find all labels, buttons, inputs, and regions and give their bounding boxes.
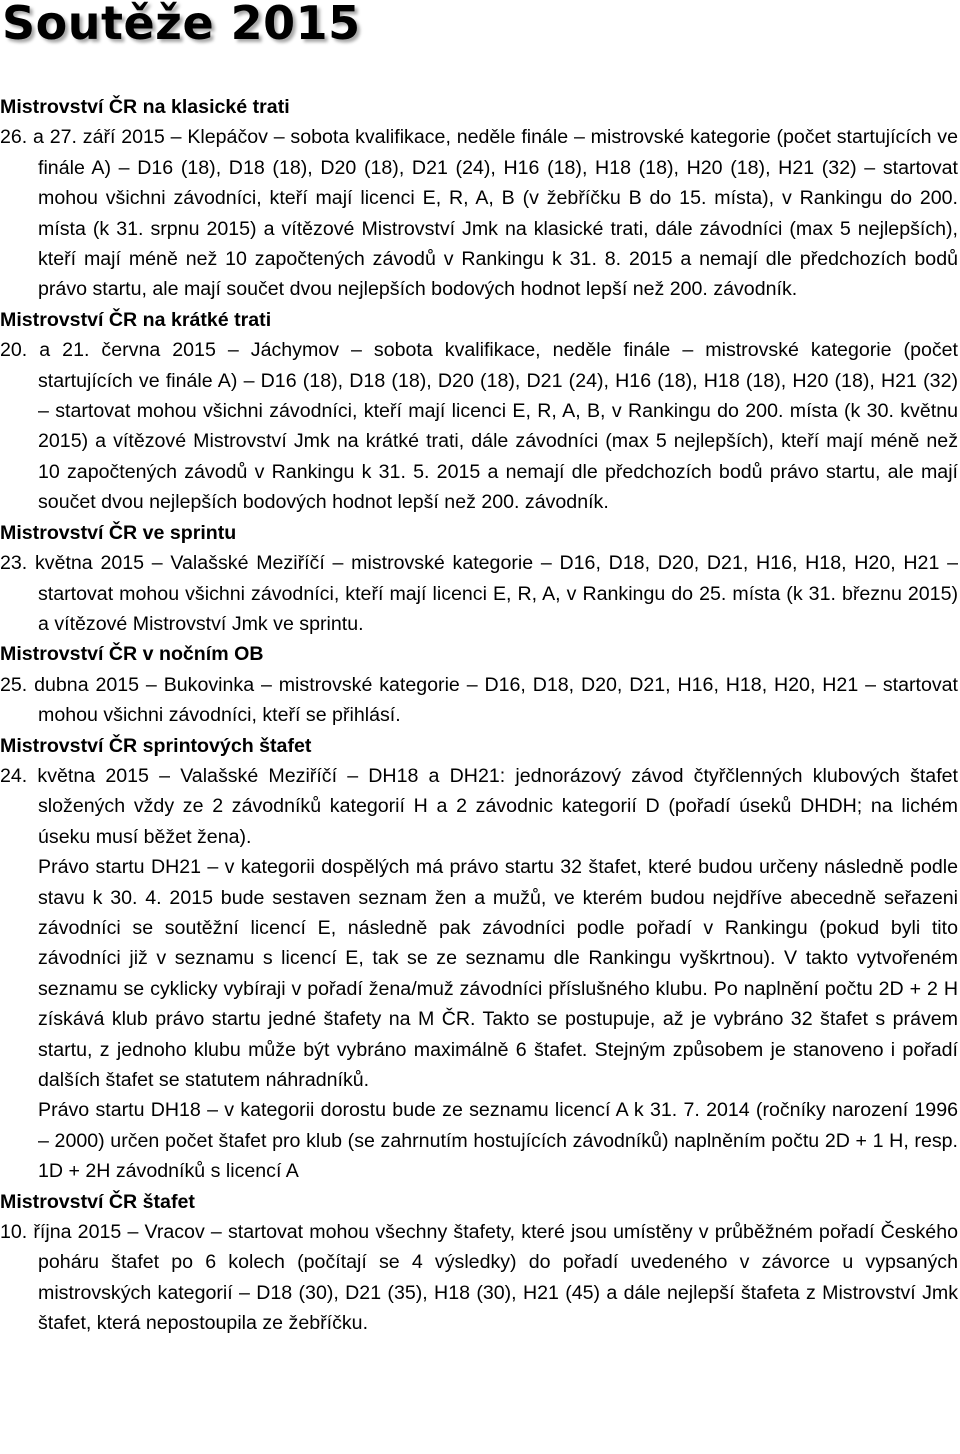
section-heading: Mistrovství ČR sprintových štafet (0, 734, 312, 757)
section-paragraph: Právo startu DH21 – v kategorii dospělých má právo startu 32 štafet, které budou určeny následně podle stavu k 30. 4. 2015 bude sestaven seznam žen a mužů, ve kterém budou nejdříve abecedně seřazeni závodníci se soutěžní licencí E, následně pak závodníci podle pořadí v Rankingu (pokud byli tito závodníci již v seznamu s licencí E, tak se ze seznamu dle Rankingu vyškrtnou). V takto vytvořeném seznamu se cyklicky vybíraji v pořadí žena/muž závodníci příslušného klubu. Po naplnění počtu 2D + 2 H získává klub právo startu jedné štafety na M ČR. Takto se postupuje, až je vybráno 32 štafet s právem startu, z jednoho klubu může být vybráno maximálně 6 štafet. Stejným způsobem je stanoveno i pořadí dalších štafet se statutem náhradníků. (38, 856, 958, 1091)
section-paragraph: 26. a 27. září 2015 – Klepáčov – sobota kvalifikace, neděle finále – mistrovské kategorie (počet startujících ve finále A) – D16 (18), D18 (18), D20 (18), D21 (24), H16 (18), H18 (18), H20 (18), H21 (32) – startovat mohou všichni závodníci, kteří mají licenci E, R, A, B (v žebříčku B do 15. místa), v Rankingu do 200. místa (k 31. srpnu 2015) a vítězové Mistrovství Jmk na klasické trati, dále závodníci (max 5 nejlepších), kteří mají méně než 10 započtených závodů v Rankingu k 31. 8. 2015 a nemají dle předchozích bodů právo startu, ale mají součet dvou nejlepších bodových hodnot lepší než 200. závodník. (0, 126, 958, 301)
section-heading: Mistrovství ČR štafet (0, 1190, 195, 1213)
section-paragraph: 24. května 2015 – Valašské Meziříčí – DH18 a DH21: jednorázový závod čtyřčlenných klubových štafet složených vždy ze 2 závodníků kategorií H a 2 závodnic kategorií D (pořadí úseků DHDH; na lichém úseku musí běžet žena). (0, 764, 958, 848)
section-heading: Mistrovství ČR na klasické trati (0, 96, 290, 118)
section-paragraph: Právo startu DH18 – v kategorii dorostu bude ze seznamu licencí A k 31. 7. 2014 (ročníky narození 1996 – 2000) určen počet štafet pro klub (se zahrnutím hostujících závodníků) naplněním počtu 2D + 1 H, resp. 1D + 2H závodníků s licencí A (38, 1099, 958, 1183)
section-paragraph: 23. května 2015 – Valašské Meziříčí – mistrovské kategorie – D16, D18, D20, D21, H16, H18, H20, H21 – startovat mohou všichni závodníci, kteří mají licenci E, R, A, v Rankingu do 25. místa (k 31. březnu 2015) a vítězové Mistrovství Jmk ve sprintu. (0, 552, 958, 635)
document-body (0, 92, 958, 1339)
section-heading: Mistrovství ČR v nočním OB (0, 643, 264, 666)
section-heading: Mistrovství ČR ve sprintu (0, 521, 237, 544)
section-paragraph: 20. a 21. června 2015 – Jáchymov – sobota kvalifikace, neděle finále – mistrovské kategorie (počet startujících ve finále A) – D16 (18), D18 (18), D20 (18), D21 (24), H16 (18), H18 (18), H20 (18), H21 (32) – startovat mohou všichni závodníci, kteří mají licenci E, R, A, B, v Rankingu do 200. místa (k 30. květnu 2015) a vítězové Mistrovství Jmk na krátké trati, dále závodníci (max 5 nejlepších), kteří mají méně než 10 započtených závodů v Rankingu k 31. 5. 2015 a nemají dle předchozích bodů právo startu, ale mají součet dvou nejlepších bodových hodnot lepší než 200. závodník. (0, 339, 958, 514)
page-title: Soutěže 2015 (2, 0, 361, 50)
section-heading: Mistrovství ČR na krátké trati (0, 308, 272, 331)
section-paragraph: 10. října 2015 – Vracov – startovat mohou všechny štafety, které jsou umístěny v průběžném pořadí Českého poháru štafet po 6 kolech (počítají se 4 výsledky) do pořadí uvedeného v závorce u vypsaných mistrovských kategorií – D18 (30), D21 (35), H18 (30), H21 (45) a dále nejlepší štafeta z Mistrovství Jmk štafet, která nepostoupila ze žebříčku. (0, 1221, 958, 1335)
section-paragraph: 25. dubna 2015 – Bukovinka – mistrovské kategorie – D16, D18, D20, D21, H16, H18, H20, H21 – startovat mohou všichni závodníci, kteří se přihlásí. (0, 673, 958, 727)
